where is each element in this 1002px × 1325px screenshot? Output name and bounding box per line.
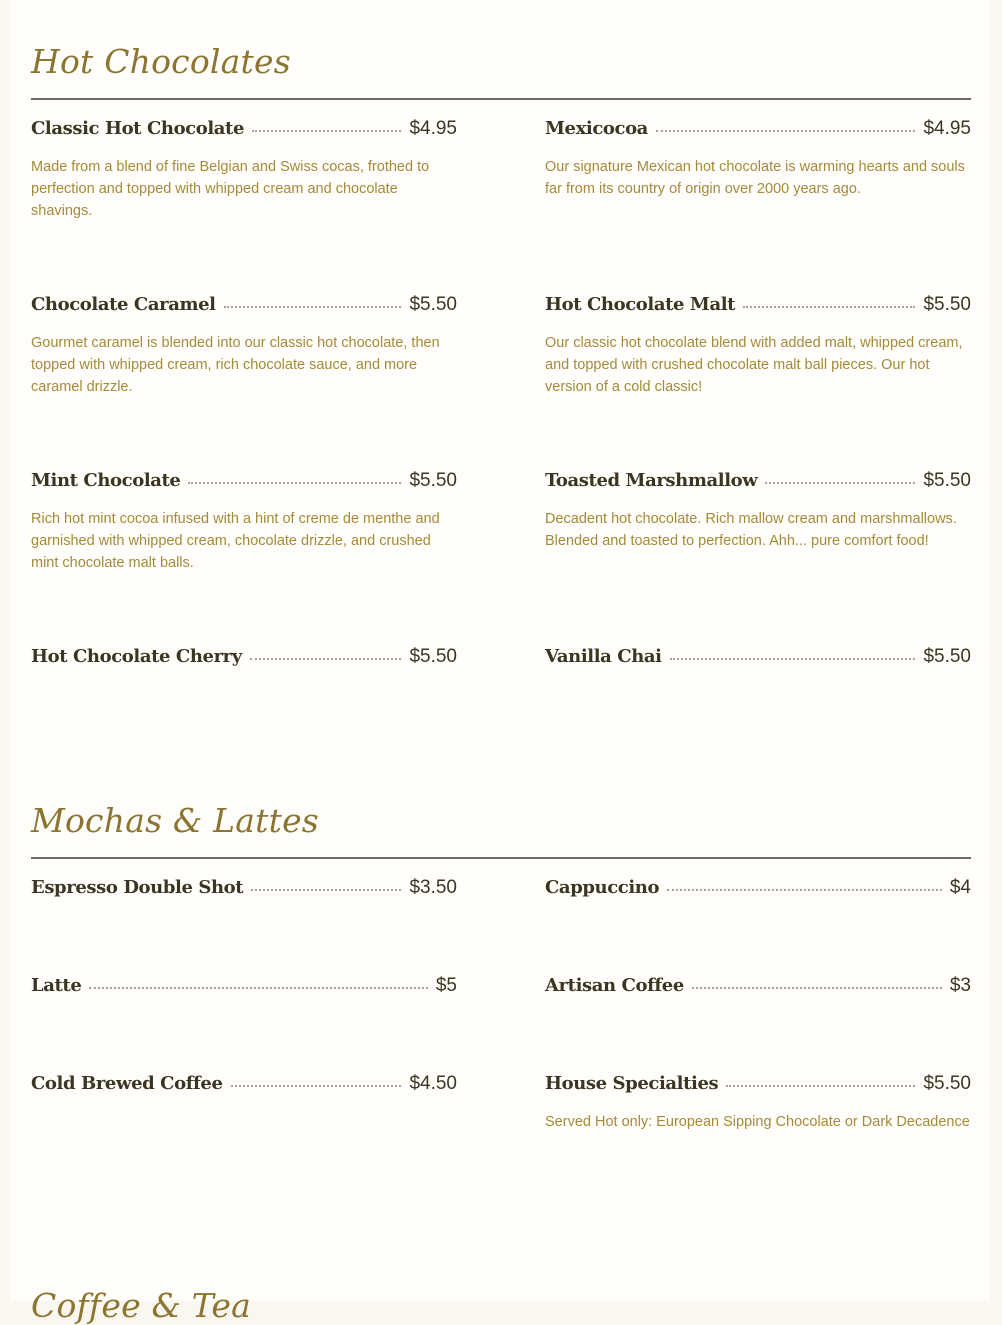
- item-name: Chocolate Caramel: [31, 294, 216, 315]
- menu-item: [545, 975, 971, 1005]
- item-price: $4: [949, 877, 971, 898]
- menu-item: [545, 1073, 971, 1133]
- dot-leader: [670, 658, 916, 660]
- item-name: Classic Hot Chocolate: [31, 118, 245, 139]
- menu-item: [545, 646, 971, 676]
- item-name: Espresso Double Shot: [31, 877, 244, 898]
- menu-item: [31, 646, 457, 676]
- dot-leader: [667, 889, 942, 891]
- menu-item: [545, 470, 971, 552]
- menu-item: [31, 470, 457, 574]
- section-coffee-tea: [31, 1260, 971, 1325]
- item-price: $5.50: [923, 646, 971, 667]
- item-price: $5: [435, 975, 457, 996]
- item-name: House Specialties: [545, 1073, 719, 1094]
- item-price: $5.50: [409, 294, 457, 315]
- item-name: Cappuccino: [545, 877, 660, 898]
- section-title: Coffee & Tea: [31, 1286, 252, 1325]
- menu-item: [545, 294, 971, 398]
- menu-page: [11, 0, 990, 1325]
- item-price: $4.95: [409, 118, 457, 139]
- dot-leader: [765, 482, 915, 484]
- dot-leader: [252, 130, 401, 132]
- item-description: Gourmet caramel is blended into our classic hot chocolate, then topped with whipped cream, rich chocolate sauce, and more caramel drizzle.: [31, 335, 440, 395]
- item-description: Made from a blend of fine Belgian and Swiss cocas, frothed to perfection and topped with whipped cream and chocolate shavings.: [31, 159, 430, 219]
- section-divider: [31, 857, 971, 859]
- menu-item: [31, 975, 457, 1005]
- item-name: Hot Chocolate Cherry: [31, 646, 242, 667]
- section-title: Hot Chocolates: [31, 42, 291, 81]
- item-price: $5.50: [923, 294, 971, 315]
- item-description: Rich hot mint cocoa infused with a hint of creme de menthe and garnished with whipped cream, chocolate drizzle, and crushed mint chocolate malt balls.: [31, 511, 440, 571]
- dot-leader: [188, 482, 401, 484]
- menu-item: [545, 877, 971, 907]
- dot-leader: [251, 889, 401, 891]
- section-hot-chocolates: [31, 0, 971, 760]
- dot-leader: [89, 987, 427, 989]
- menu-item: [31, 118, 457, 222]
- item-name: Mint Chocolate: [31, 470, 181, 491]
- item-name: Hot Chocolate Malt: [545, 294, 736, 315]
- dot-leader: [250, 658, 402, 660]
- item-price: $3: [949, 975, 971, 996]
- item-description: Served Hot only: European Sipping Chocolate or Dark Decadence: [545, 1114, 970, 1130]
- dot-leader: [656, 130, 916, 132]
- item-price: $4.50: [409, 1073, 457, 1094]
- section-title: Mochas & Lattes: [31, 801, 319, 840]
- item-price: $4.95: [923, 118, 971, 139]
- item-description: Our signature Mexican hot chocolate is warming hearts and souls far from its country of origin over 2000 years ago.: [545, 159, 965, 197]
- dot-leader: [743, 306, 915, 308]
- item-price: $5.50: [923, 470, 971, 491]
- item-price: $3.50: [409, 877, 457, 898]
- menu-item: [31, 1073, 457, 1103]
- section-mochas-lattes: [31, 760, 971, 1260]
- dot-leader: [726, 1085, 915, 1087]
- item-price: $5.50: [409, 470, 457, 491]
- item-name: Cold Brewed Coffee: [31, 1073, 223, 1094]
- dot-leader: [224, 306, 402, 308]
- menu-item: [545, 118, 971, 200]
- dot-leader: [231, 1085, 402, 1087]
- section-divider: [31, 98, 971, 100]
- menu-item: [31, 877, 457, 907]
- item-name: Mexicocoa: [545, 118, 648, 139]
- item-description: Decadent hot chocolate. Rich mallow cream and marshmallows. Blended and toasted to perfection. Ahh... pure comfort food!: [545, 511, 957, 549]
- item-price: $5.50: [923, 1073, 971, 1094]
- menu-item: [31, 294, 457, 398]
- item-price: $5.50: [409, 646, 457, 667]
- item-name: Vanilla Chai: [545, 646, 662, 667]
- item-description: Our classic hot chocolate blend with added malt, whipped cream, and topped with crushed chocolate malt ball pieces. Our hot version of a cold classic!: [545, 335, 963, 395]
- dot-leader: [692, 987, 942, 989]
- item-name: Toasted Marshmallow: [545, 470, 758, 491]
- item-name: Latte: [31, 975, 82, 996]
- item-name: Artisan Coffee: [545, 975, 684, 996]
